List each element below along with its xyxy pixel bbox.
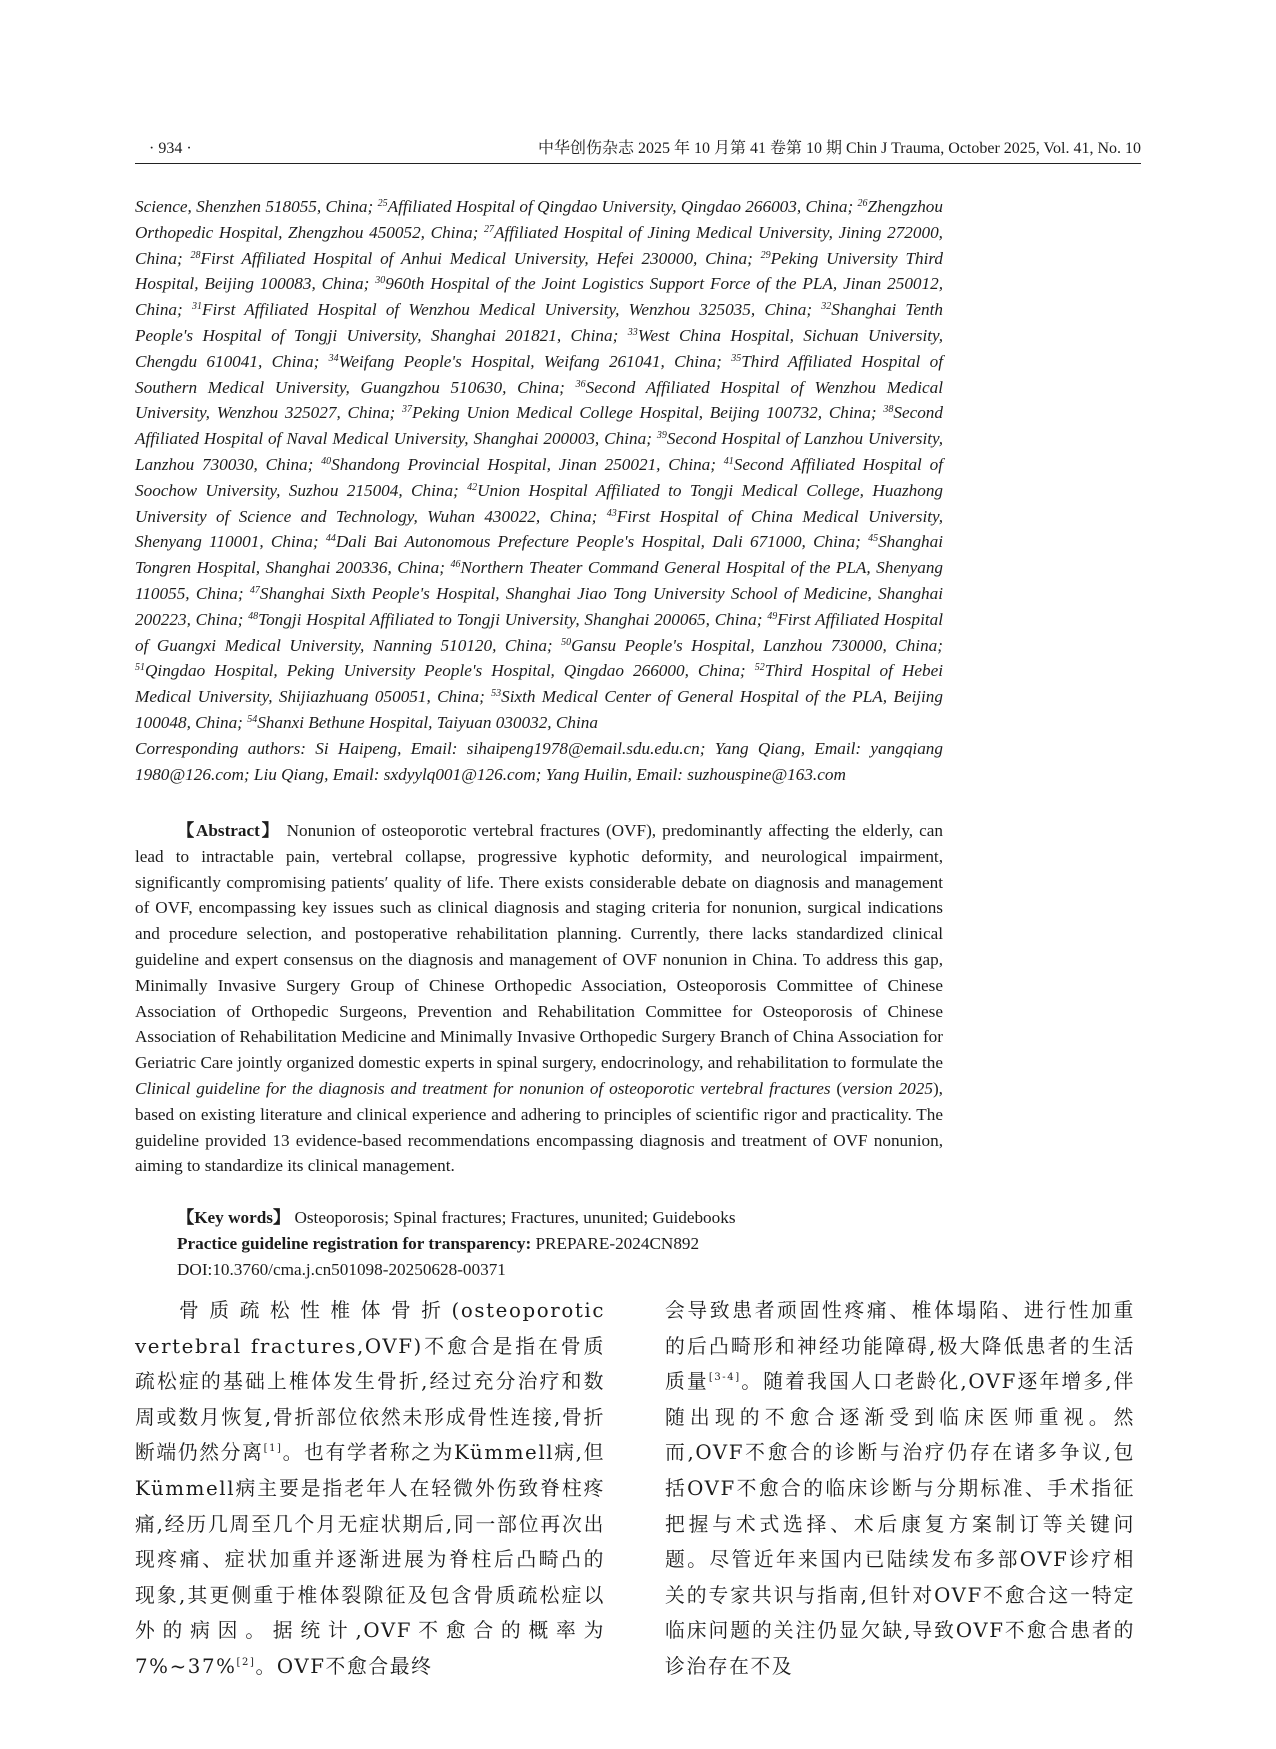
affiliations-block [135,194,943,787]
body-paragraph [665,1293,1135,1685]
affiliation-text: Sixth Medical Center of General Hospital of the PLA, Beijing 100048, China; [135,687,943,732]
abstract-paragraph [135,818,943,1179]
body-text: 。OVF不愈合最终 [255,1654,433,1678]
affiliation-text: First Hospital of China Medical University, Shenyang 110001, China; [135,506,944,552]
affiliation-number: 50 [561,636,572,648]
body-column-right [665,1293,1135,1685]
guideline-version: version 2025 [842,1078,933,1098]
doi: DOI:10.3760/cma.j.cn501098-20250628-00371 [177,1260,506,1279]
affiliation-number: 35 [731,352,742,364]
affiliation-text: Gansu People's Hospital, Lanzhou 730000, China; [571,635,943,655]
affiliation-number: 30 [375,275,386,287]
abstract [135,818,943,1179]
affiliation-number: 32 [821,301,832,313]
affiliation-number: 28 [190,249,201,261]
affiliation-text: Union Hospital Affiliated to Tongji Medical College, Huazhong University of Science and Technology, Wuhan 430022, China; [135,480,944,526]
affiliation-text: Affiliated Hospital of Qingdao University, Qingdao 266003, China; [387,197,858,216]
keywords-text: Osteoporosis; Spinal fractures; Fractures, ununited; Guidebooks [290,1208,736,1227]
journal-info: 中华创伤杂志 2025 年 10 月第 41 卷第 10 期 Chin J Trauma, October 2025, Vol. 41, No. 10 [538,140,1141,157]
affiliation-text: Shanghai Sixth People's Hospital, Shanghai Jiao Tong University School of Medicine, Shanghai 200223, China; [135,583,944,629]
abstract-text-1: Nonunion of osteoporotic vertebral fractures (OVF), predominantly affecting the elderly, can lead to intractable pain, vertebral collapse, progressive kyphotic deformity, and neurological impairment, significantly compromising patients′ quality of life. There exists considerable debate on diagnosis and management of OVF, encompassing key issues such as clinical diagnosis and staging criteria for nonunion, surgical indications and procedure selection, and postoperative rehabilitation planning. Currently, there lacks standardized clinical guideline and expert consensus on the diagnosis and management of OVF nonunion in China. To address this gap, Minimally Invasive Surgery Group of Chinese Orthopedic Association, Osteoporosis Committee of Chinese Association of Orthopedic Surgeons, Prevention and Rehabilitation Committee for Osteoporosis of Chinese Association of Rehabilitation Medicine and Minimally Invasive Orthopedic Surgery Branch of China Association for Geriatric Care jointly organized domestic experts in spinal surgery, endocrinology, and rehabilitation to formulate the [135,821,943,1073]
affiliation-text: Second Affiliated Hospital of Naval Medical University, Shanghai 200003, China; [135,403,943,449]
affiliation-number: 26 [857,198,868,209]
affiliation-number: 53 [491,688,502,700]
affiliation-text: Dali Bai Autonomous Prefecture People's Hospital, Dali 671000, China; [335,532,869,552]
guideline-title: Clinical guideline for the diagnosis and treatment for nonunion of osteoporotic vertebral fractures [135,1078,831,1098]
affiliation-text: Third Affiliated Hospital of Southern Medical University, Guangzhou 510630, China; [135,351,944,397]
abstract-text-2: ), based on existing literature and clinical experience and adhering to principles of scientific rigor and practicality. The guideline provided 13 evidence-based recommendations encompassing diagnosis and treatment of OVF nonunion, aiming to standardize its clinical management. [135,1078,943,1176]
registration-label: Practice guideline registration for transparency: [177,1234,532,1253]
version-open: ( [830,1078,843,1098]
affiliation-text: First Affiliated Hospital of Anhui Medical University, Hefei 230000, China; [200,248,761,268]
keywords-block [177,1205,736,1283]
affiliation-text: Shanxi Bethune Hospital, Taiyuan 030032, China [257,712,598,732]
keywords-label: 【Key words】 [177,1208,291,1227]
affiliation-number: 39 [656,430,667,442]
affiliation-number: 49 [767,610,778,622]
affiliation-number: 42 [467,481,478,493]
affiliation-text: West China Hospital, Sichuan University, Chengdu 610041, China; [135,325,943,371]
affiliation-text: First Affiliated Hospital of Guangxi Medical University, Nanning 510120, China; [135,609,943,655]
corresponding-label: Corresponding authors [135,738,301,758]
affiliation-text: Shanghai Tenth People's Hospital of Tongji University, Shanghai 201821, China; [135,300,943,345]
affiliation-text: Second Hospital of Lanzhou University, Lanzhou 730030, China; [135,429,943,474]
affiliation-number: 25 [377,198,388,209]
affiliation-text: Peking University Third Hospital, Beijing 100083, China; [135,248,944,294]
page-header [135,139,1141,164]
affiliation-number: 33 [627,326,638,338]
affiliation-text: Third Hospital of Hebei Medical University, Shijiazhuang 050051, China; [135,661,943,707]
body-column-left [135,1293,605,1685]
affiliation-text: Weifang People's Hospital, Weifang 261041, China; [338,351,732,371]
affiliation-text: First Affiliated Hospital of Wenzhou Medical University, Wenzhou 325035, China; [201,300,822,320]
affiliation-text: Second Affiliated Hospital of Wenzhou Medical University, Wenzhou 325027, China; [135,377,943,423]
citation-ref[interactable]: [1] [263,1443,283,1455]
affiliation-number: 27 [483,223,494,235]
registration [177,1231,736,1257]
affiliation-number: 45 [868,533,879,545]
affiliation-text: Peking Union Medical College Hospital, Beijing 100732, China; [412,403,884,423]
affiliation-text: Affiliated Hospital of Jining Medical University, Jining 272000, China; [135,222,943,268]
affiliation-number: 40 [321,455,332,467]
affiliation-number: 41 [723,455,734,467]
affiliation-number: 34 [328,352,339,364]
abstract-label: 【Abstract】 [177,821,281,840]
body-text: 骨质疏松性椎体骨折(osteoporotic vertebral fractures,OVF)不愈合是指在骨质疏松症的基础上椎体发生骨折,经过充分治疗和数周或数月恢复,骨折部位依然未形成骨性连接,骨折断端仍然分离 [135,1299,605,1465]
body-text: 。也有学者称之为Kümmell病,但Kümmell病主要是指老年人在轻微外伤致脊柱疼痛,经历几周至几个月无症状期后,同一部位再次出现疼痛、症状加重并逐渐进展为脊柱后凸畸凸的现象,其更侧重于椎体裂隙征及包含骨质疏松症以外的病因。据统计,OVF不愈合的概率为7%~37% [135,1441,606,1678]
affiliation-number: 43 [606,507,617,519]
affiliation-number: 51 [135,662,145,674]
affiliation-number: 52 [754,662,765,674]
body-paragraph [135,1293,605,1685]
affiliation-number: 29 [760,249,771,261]
affiliation-text: Shandong Provincial Hospital, Jinan 250021, China; [331,454,724,474]
affiliations-list [135,194,943,736]
affiliation-number: 31 [191,301,202,313]
affiliation-number: 44 [325,533,336,545]
affiliation-number: 46 [450,559,461,571]
affiliation-number: 47 [249,584,260,596]
affiliation-number: 54 [247,713,258,725]
affiliation-number: 38 [883,404,894,416]
body-text: 。随着我国人口老龄化,OVF逐年增多,伴随出现的不愈合逐渐受到临床医师重视。然而,OVF不愈合的诊断与治疗仍存在诸多争议,包括OVF不愈合的临床诊断与分期标准、手术指征把握与术式选择、术后康复方案制订等关键问题。尽管近年来国内已陆续发布多部OVF诊疗相关的专家共识与指南,但针对OVF不愈合这一特定临床问题的关注仍显欠缺,导致OVF不愈合患者的诊治存在不及 [665,1370,1135,1678]
citation-ref[interactable]: [2] [236,1656,256,1668]
affiliation-text: Second Affiliated Hospital of Soochow University, Suzhou 215004, China; [135,454,943,500]
corresponding-authors [135,736,943,788]
affiliation-text: Science, Shenzhen 518055, China; [135,197,378,216]
citation-ref[interactable]: [3-4] [708,1372,741,1384]
affiliation-number: 36 [575,378,586,390]
affiliation-text: 960th Hospital of the Joint Logistics Support Force of the PLA, Jinan 250012, China; [135,274,943,320]
body-text: 会导致患者顽固性疼痛、椎体塌陷、进行性加重的后凸畸形和神经功能障碍,极大降低患者的生活质量 [665,1299,1135,1394]
affiliation-text: Qingdao Hospital, Peking University People's Hospital, Qingdao 266000, China; [145,661,755,681]
affiliation-text: Shanghai Tongren Hospital, Shanghai 200336, China; [135,532,943,578]
corresponding-text: : Si Haipeng, Email: sihaipeng1978@email.sdu.edu.cn; Yang Qiang, Email: yangqiang 1980@126.com; Liu Qiang, Email: sxdyylq001@126.com; Yang Huilin, Email: suzhouspine@163.com [135,738,943,784]
affiliation-text: Zhengzhou Orthopedic Hospital, Zhengzhou 450052, China; [135,197,943,242]
registration-value: PREPARE-2024CN892 [531,1234,700,1253]
keywords [177,1205,736,1231]
affiliation-text: Northern Theater Command General Hospital of the PLA, Shenyang 110055, China; [135,558,944,603]
page-number: · 934 · [149,140,192,157]
affiliation-number: 48 [248,610,259,622]
affiliation-text: Tongji Hospital Affiliated to Tongji University, Shanghai 200065, China; [258,609,768,629]
affiliation-number: 37 [402,404,413,416]
